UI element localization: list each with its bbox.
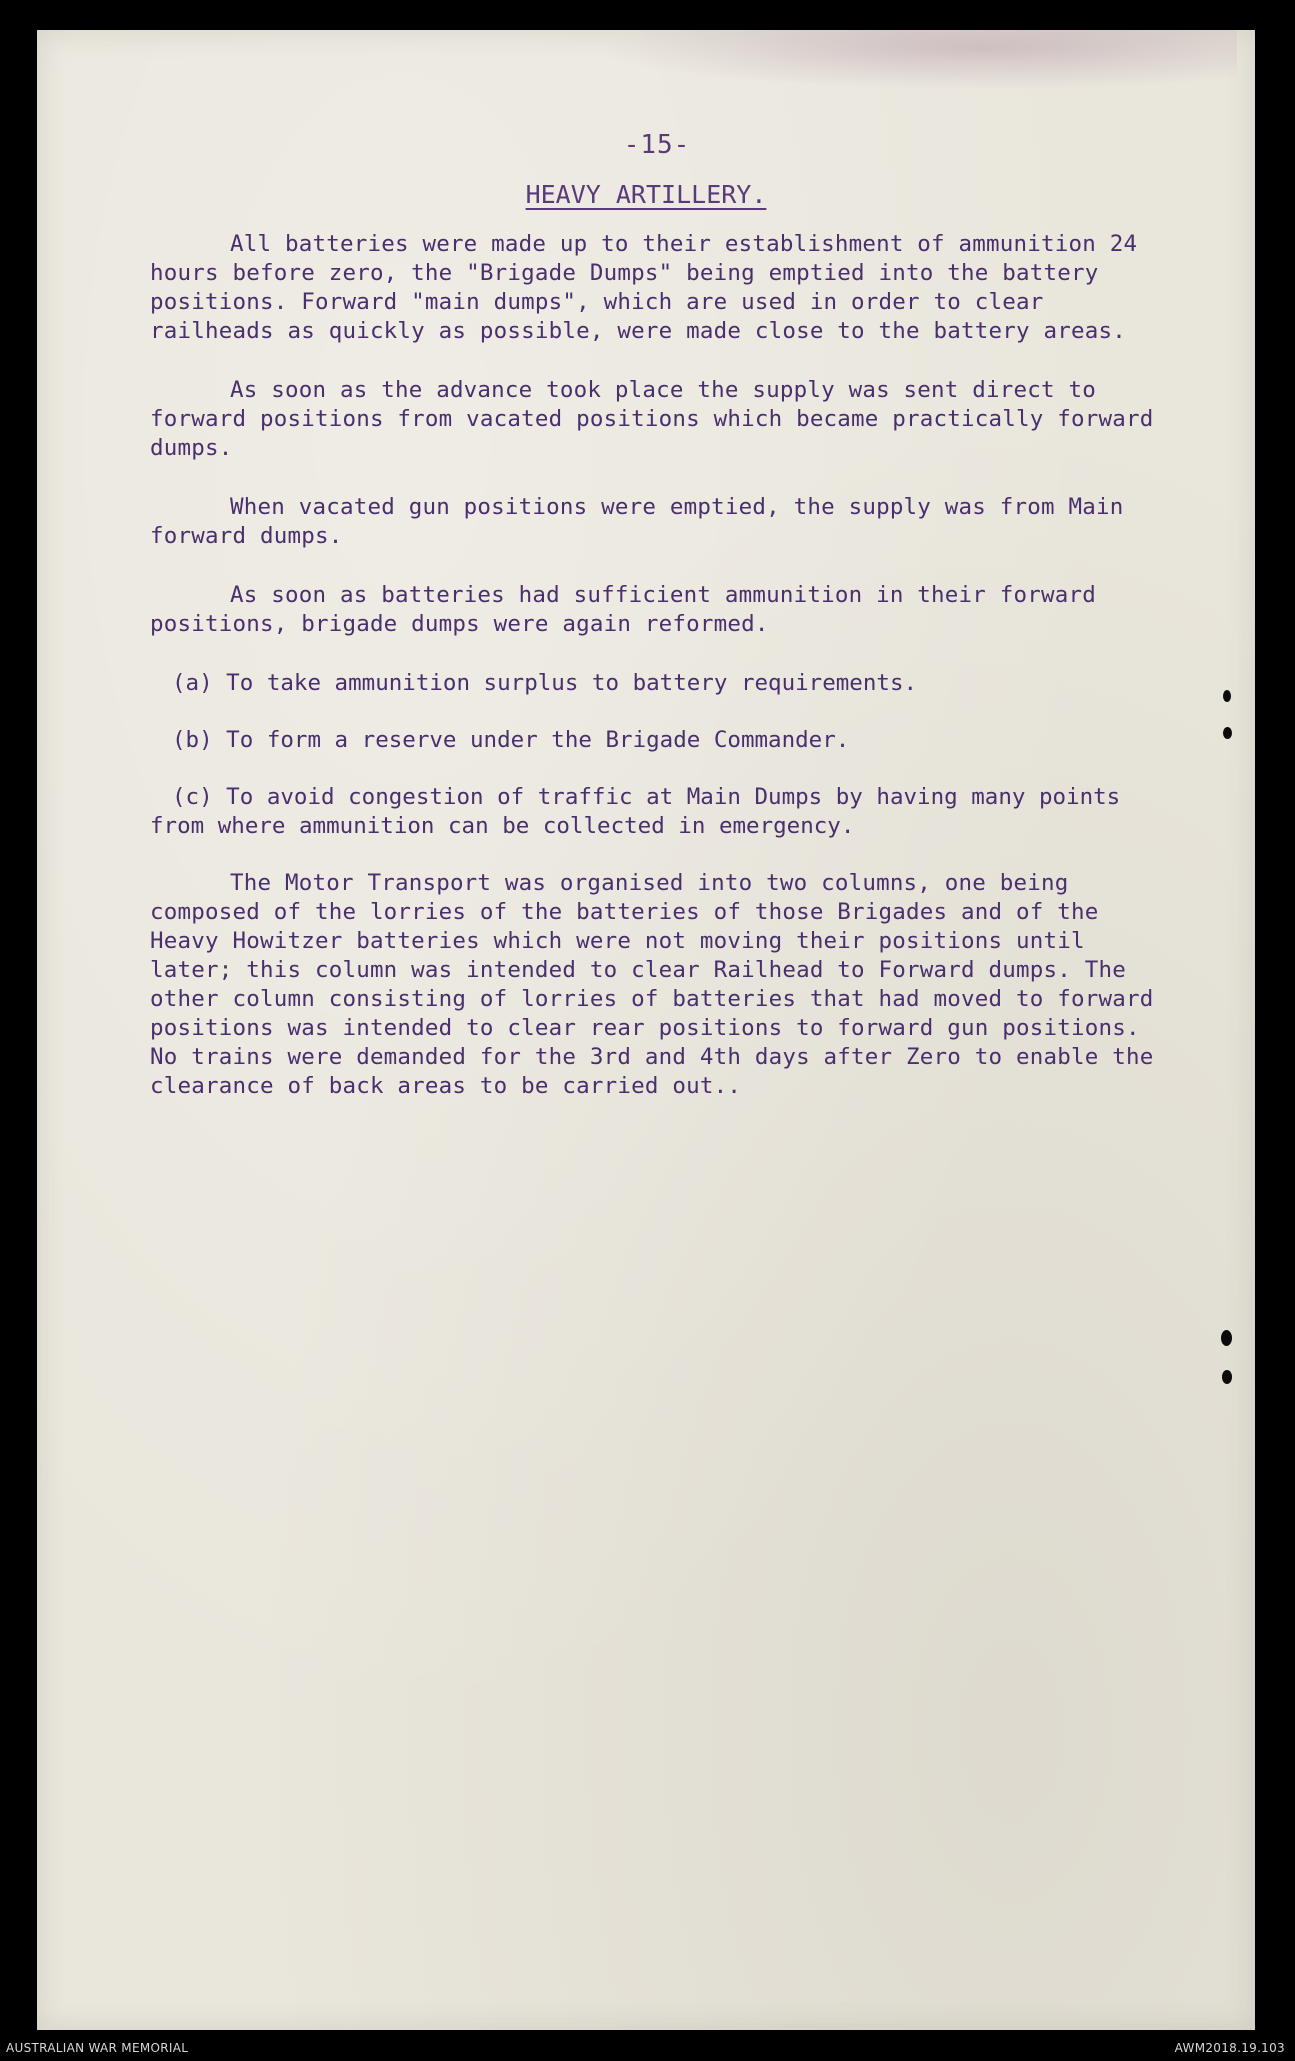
- punch-hole-3: [1221, 1330, 1232, 1346]
- list-item-b: (b) To form a reserve under the Brigade Commander.: [172, 727, 850, 753]
- paragraph-3: When vacated gun positions were emptied, the supply was from Main forward dumps.: [150, 494, 1124, 549]
- paragraph-motor-transport: The Motor Transport was organised into two columns, one being composed of the lorries of the batteries of those Brigades and of the Heavy Howitzer batteries which were not moving their positions until later; this column was intended to clear Railhead to Forward dumps. The other column consisting of lorries of batteries that had moved to forward positions was intended to clear rear positions to forward gun positions. No trains were demanded for the 3rd and 4th days after Zero to enable the clearance of back areas to be carried out..: [150, 870, 1154, 1099]
- archive-reference: AWM2018.19.103: [1174, 2041, 1285, 2055]
- paper-stain: [597, 30, 1237, 90]
- archive-credit: AUSTRALIAN WAR MEMORIAL: [6, 2041, 189, 2055]
- document-page: [37, 30, 1255, 2030]
- section-heading: [37, 180, 1255, 209]
- section-heading-text: HEAVY ARTILLERY.: [525, 180, 767, 209]
- paragraph-2: As soon as the advance took place the supply was sent direct to forward positions from vacated positions which became practically forward dumps.: [150, 377, 1154, 461]
- punch-hole-1: [1223, 690, 1231, 702]
- list-item-c: (c) To avoid congestion of traffic at Main Dumps by having many points from where ammunition can be collected in emergency.: [150, 784, 1121, 839]
- paragraph-4: As soon as batteries had sufficient ammunition in their forward positions, brigade dumps were again reformed.: [150, 582, 1097, 637]
- list-item-a: (a) To take ammunition surplus to battery requirements.: [172, 670, 918, 696]
- paragraph-1: All batteries were made up to their establishment of ammunition 24 hours before zero, the "Brigade Dumps" being emptied into the battery positions. Forward "main dumps", which are used in order to clear railheads as quickly as possible, were made close to the battery areas.: [150, 231, 1138, 344]
- page-number: -15-: [623, 130, 691, 160]
- punch-hole-2: [1223, 727, 1232, 739]
- punch-hole-4: [1222, 1370, 1232, 1384]
- document-body: [150, 230, 1160, 1131]
